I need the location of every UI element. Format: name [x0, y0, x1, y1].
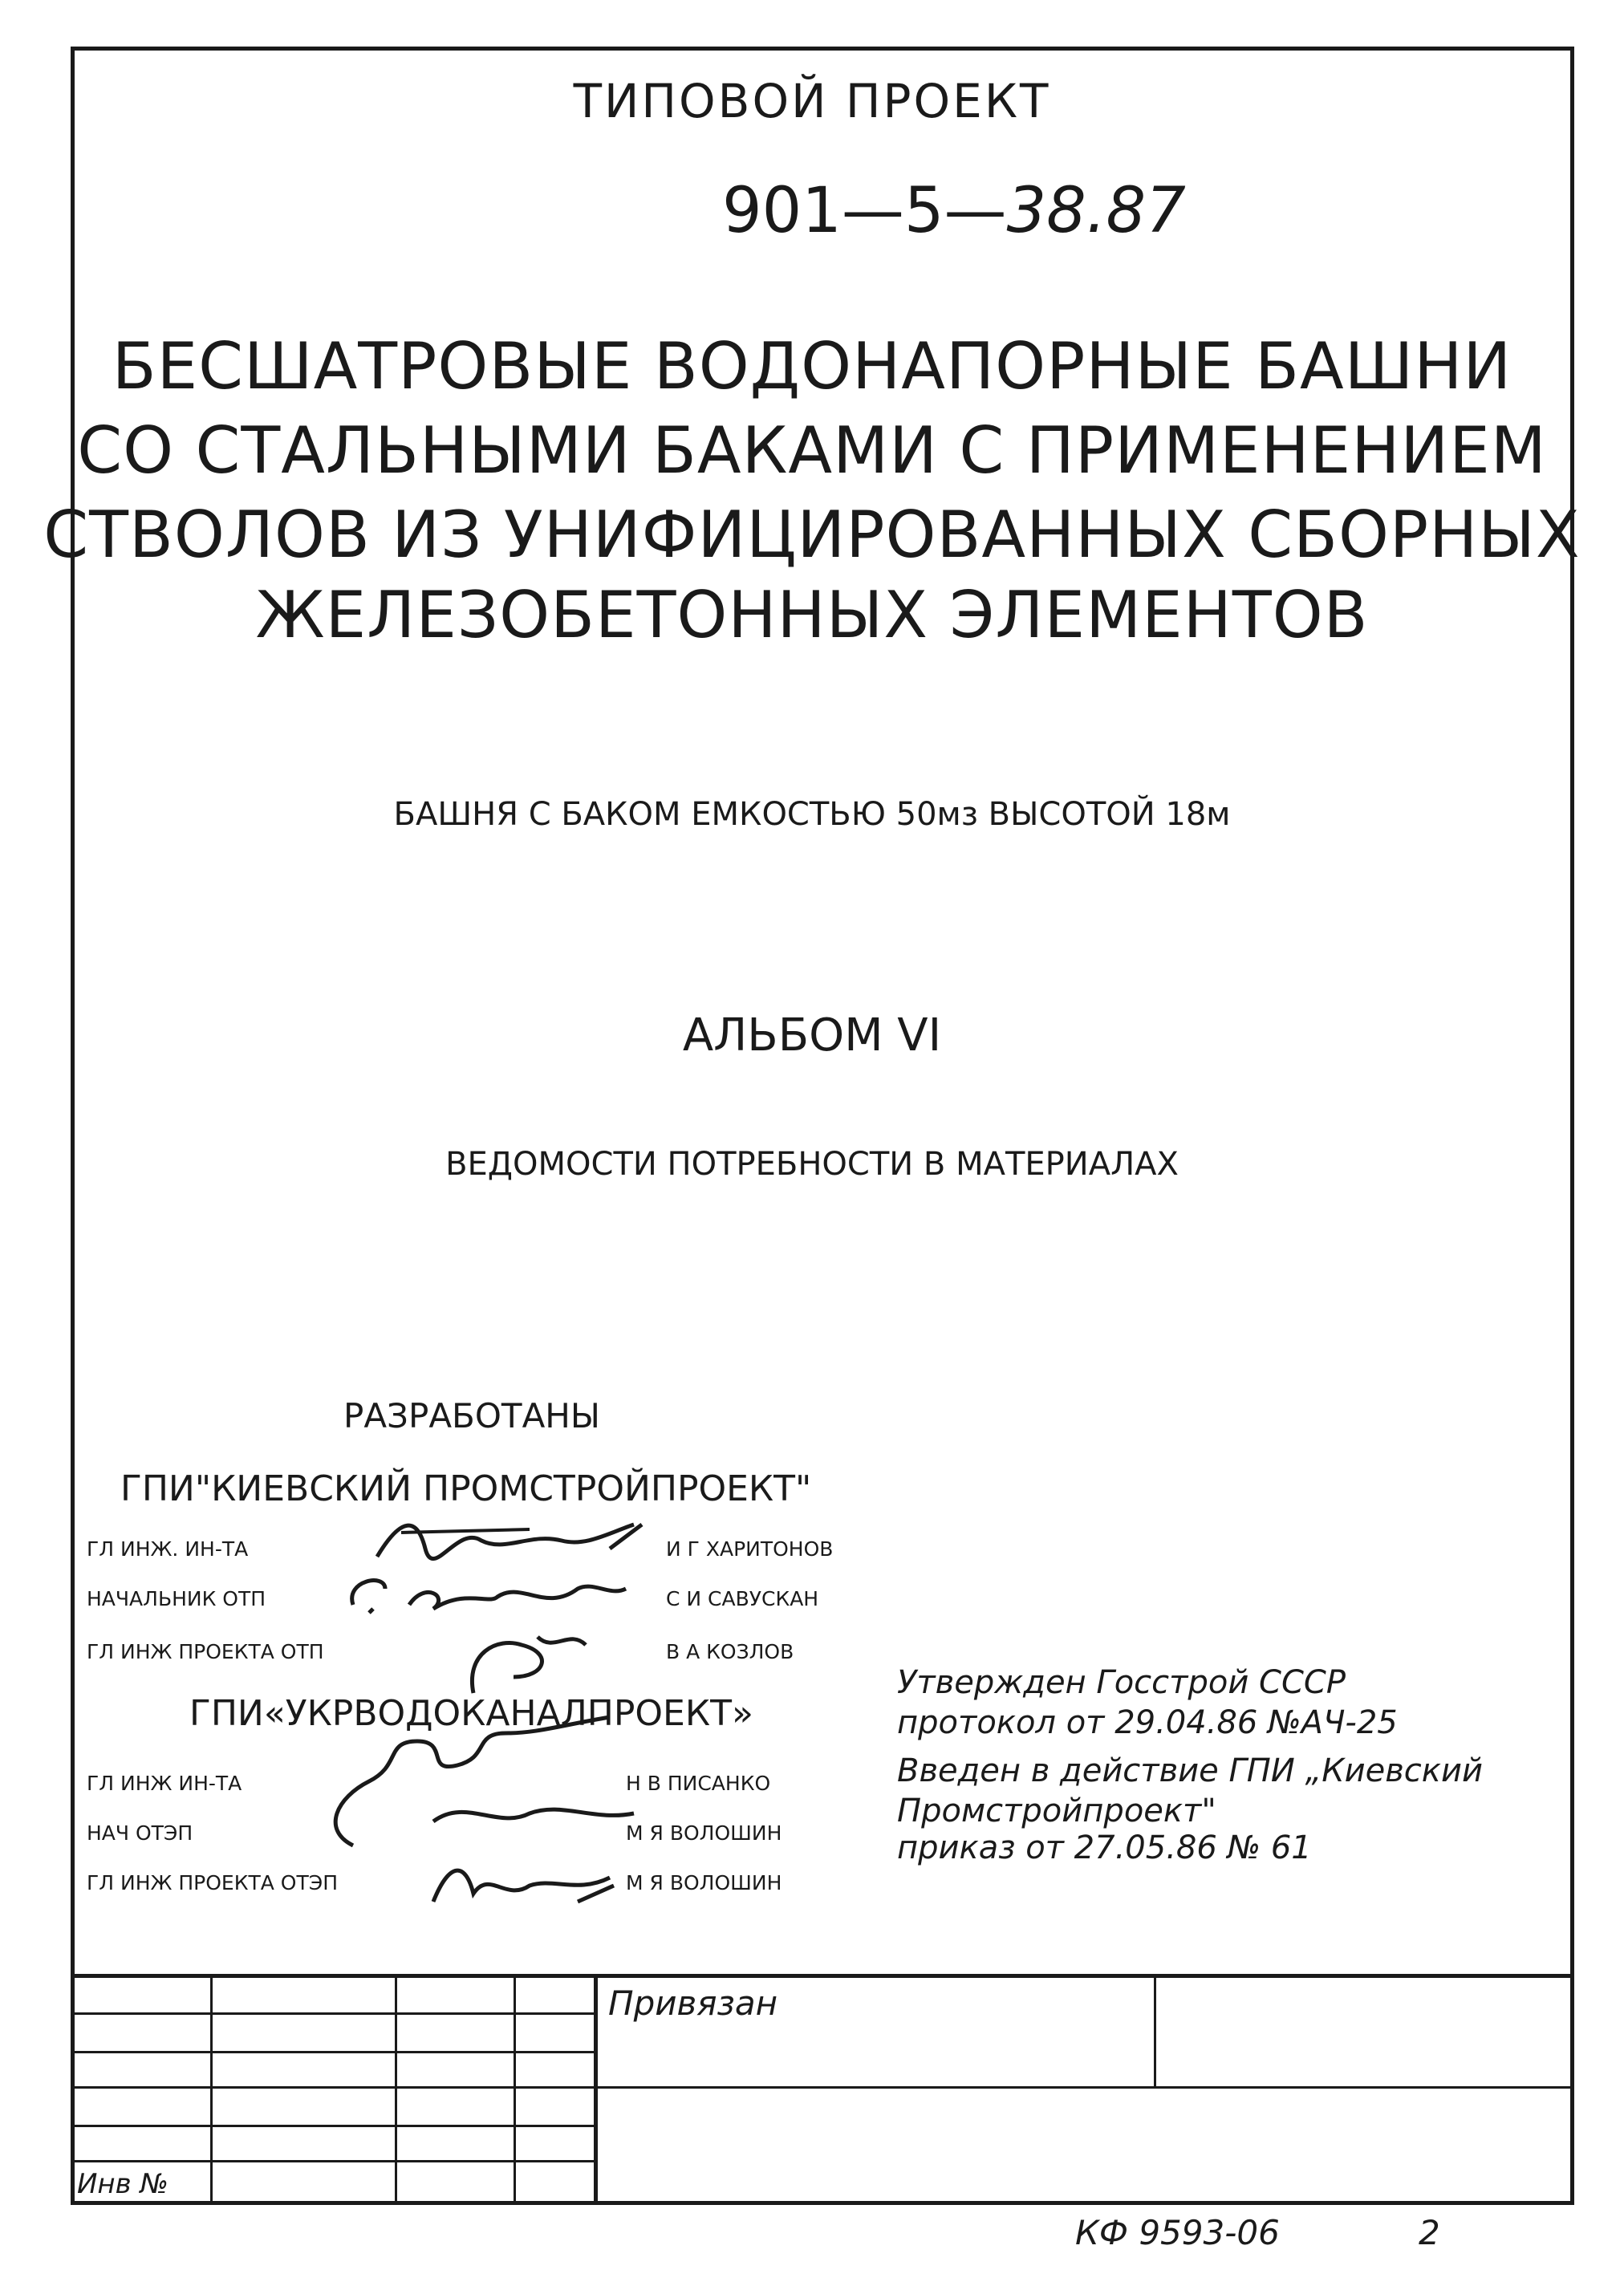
inventory-number-label: Инв №	[77, 2168, 168, 2200]
stamp-col-line	[514, 1974, 516, 2205]
signature-4	[305, 1709, 658, 1862]
album-subject: ВЕДОМОСТИ ПОТРЕБНОСТИ В МАТЕРИАЛАХ	[445, 1146, 1179, 1183]
stamp-row-line	[71, 2160, 596, 2162]
stamp-row-line	[71, 2051, 596, 2053]
subtitle: БАШНЯ С БАКОМ ЕМКОСТЬЮ 50мз ВЫСОТОЙ 18м	[393, 796, 1231, 833]
org1-role-1: ГЛ ИНЖ. ИН-ТА	[87, 1537, 249, 1561]
stamp-col-line	[210, 1974, 213, 2205]
approval-line-5: приказ от 27.05.86 № 61	[897, 1829, 1312, 1866]
signature-5	[417, 1854, 626, 1918]
album-number: АЛЬБОМ VI	[682, 1009, 942, 1062]
title-line-2: СО СТАЛЬНЫМИ БАКАМИ С ПРИМЕНЕНИЕМ	[77, 413, 1547, 488]
org1-role-2: НАЧАЛЬНИК ОТП	[87, 1587, 266, 1610]
project-code-suffix: 38.87	[1006, 175, 1186, 247]
signature-2	[337, 1565, 674, 1629]
stamp-row-line	[71, 2086, 1574, 2089]
org1-person-3: В А КОЗЛОВ	[666, 1640, 794, 1663]
project-code	[722, 175, 1186, 247]
org2-person-3: М Я ВОЛОШИН	[626, 1871, 782, 1894]
org1-role-3: ГЛ ИНЖ ПРОЕКТА ОТП	[87, 1640, 324, 1663]
org2-name: ГПИ«УКРВОДОКАНАЛПРОЕКТ»	[189, 1693, 753, 1734]
stamp-col-line	[594, 1974, 598, 2205]
org1-person-1: И Г ХАРИТОНОВ	[666, 1537, 834, 1561]
stamp-table	[71, 1974, 1574, 2205]
stamp-col-line	[395, 1974, 397, 2205]
sheet-number: 2	[1419, 2213, 1440, 2252]
title-line-4: ЖЕЛЕЗОБЕТОННЫХ ЭЛЕМЕНТОВ	[255, 578, 1369, 652]
stamp-line-top	[71, 1974, 1574, 1978]
stamp-row-line	[71, 2012, 596, 2015]
stamp-row-line	[71, 2125, 596, 2127]
approval-line-1: Утвержден Госстрой СССР	[897, 1664, 1346, 1701]
org2-role-3: ГЛ ИНЖ ПРОЕКТА ОТЭП	[87, 1871, 338, 1894]
approval-line-3: Введен в действие ГПИ „Киевский	[897, 1752, 1483, 1789]
org1-person-2: С И САВУСКАН	[666, 1587, 819, 1610]
signature-1	[369, 1508, 658, 1573]
org1-name: ГПИ"КИЕВСКИЙ ПРОМСТРОЙПРОЕКТ"	[120, 1468, 812, 1509]
document-code: КФ 9593-06	[1075, 2213, 1280, 2252]
org2-person-1: Н В ПИСАНКО	[626, 1772, 771, 1795]
title-line-3: СТВОЛОВ ИЗ УНИФИЦИРОВАННЫХ СБОРНЫХ	[43, 497, 1581, 572]
stamp-col-line	[1154, 1974, 1156, 2086]
project-code-prefix: 901—5—	[722, 175, 1007, 247]
linked-label: Привязан	[608, 1984, 778, 2023]
org2-role-1: ГЛ ИНЖ ИН-ТА	[87, 1772, 242, 1795]
title-line-1: БЕСШАТРОВЫЕ ВОДОНАПОРНЫЕ БАШНИ	[112, 329, 1512, 404]
approval-line-2: протокол от 29.04.86 №АЧ-25	[897, 1704, 1398, 1741]
approval-line-4: Промстройпроект"	[897, 1793, 1216, 1829]
developers-heading: РАЗРАБОТАНЫ	[343, 1396, 600, 1435]
org2-role-2: НАЧ ОТЭП	[87, 1821, 193, 1845]
project-type-label: ТИПОВОЙ ПРОЕКТ	[573, 74, 1051, 128]
signature-3	[449, 1621, 610, 1701]
org2-person-2: М Я ВОЛОШИН	[626, 1821, 782, 1845]
